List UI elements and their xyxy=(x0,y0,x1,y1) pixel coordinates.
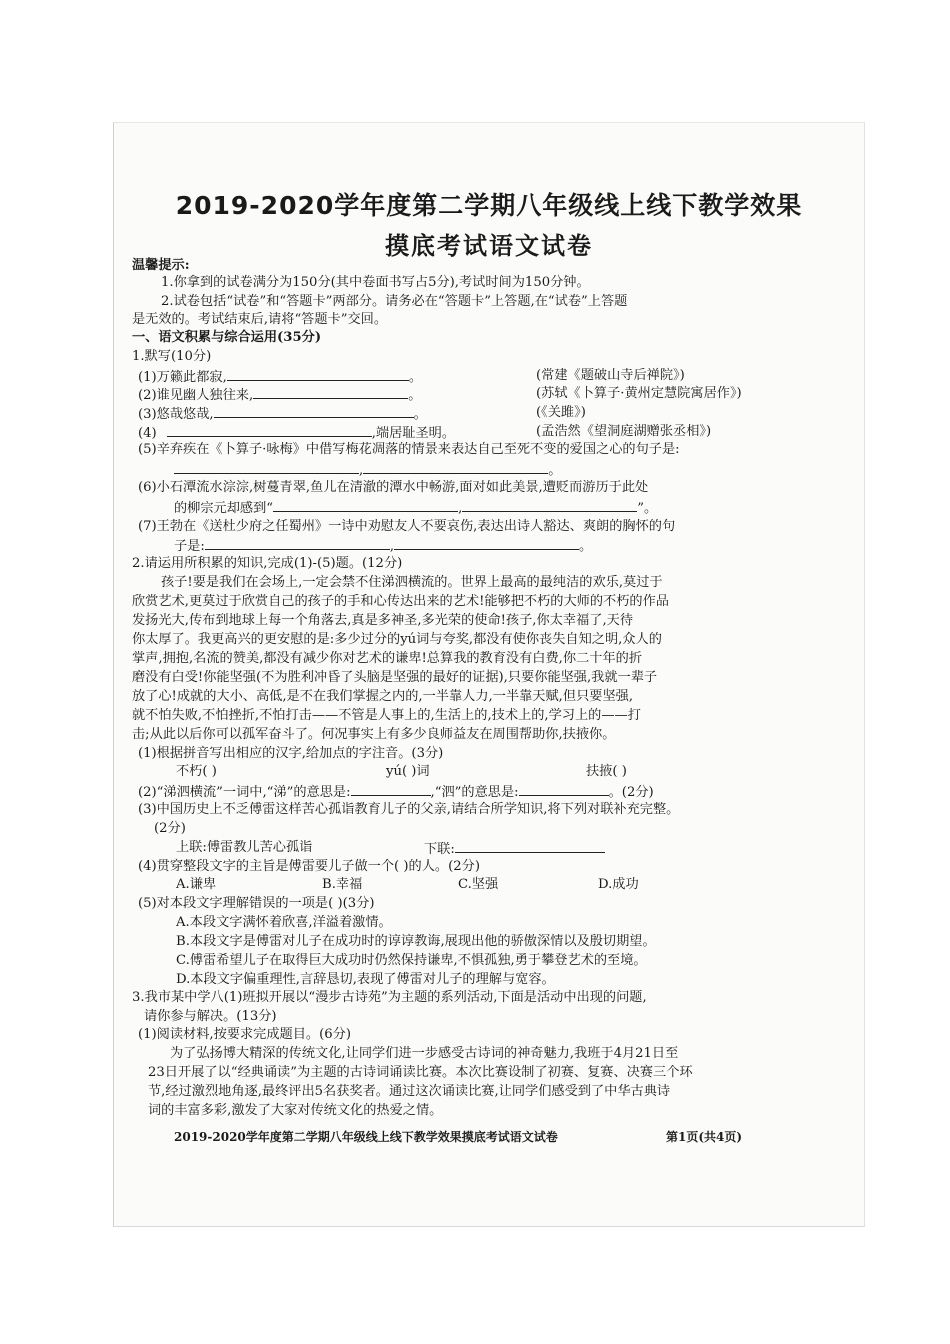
q1-7-prompt-a: (7)王勃在《送杜少府之任蜀州》一诗中劝慰友人不要哀伤,表达出诗人豁达、爽朗的胸怀的句 xyxy=(138,519,676,534)
punct: , xyxy=(458,501,463,516)
exam-title-line2: 摸底考试语文试卷 xyxy=(385,232,593,260)
q2-passage-line: 放了心!成就的大小、高低,是不在我们掌握之内的,一半靠人力,一半靠天赋,但只要坚强, xyxy=(132,689,634,704)
q2-passage-line: 就不怕失败,不怕挫折,不怕打击——不管是人事上的,生活上的,技术上的,学习上的——打 xyxy=(132,708,641,723)
exam-title-line1: 2019-2020学年度第二学期八年级线上线下教学效果 xyxy=(175,191,803,220)
answer-blank[interactable] xyxy=(519,782,609,796)
q2-sub5: (5)对本段文字理解错误的一项是( )(3分) xyxy=(138,896,375,911)
q2-sub5-option[interactable]: B.本段文字是傅雷对儿子在成功时的谆谆教诲,展现出他的骄傲深情以及殷切期望。 xyxy=(176,934,656,949)
q2-sub3-lower xyxy=(424,839,605,859)
answer-blank[interactable] xyxy=(174,460,359,474)
q2-sub3-lower-label: 下联: xyxy=(424,842,455,857)
q1-line-4-text: (4) xyxy=(138,426,157,441)
q1-line-3 xyxy=(138,404,427,424)
q2-passage-line: 发扬光大,传布到地球上每一个角落去,真是多神圣,多光荣的使命!孩子,你太幸福了,天待 xyxy=(132,613,634,628)
q2-passage-line: 孩子!要是我们在会场上,一定会禁不住涕泗横流的。世界上最高的最纯洁的欢乐,莫过于 xyxy=(161,575,663,590)
q3-passage-line: 词的丰富多彩,激发了大家对传统文化的热爱之情。 xyxy=(148,1103,443,1118)
exam-page xyxy=(113,122,865,1227)
punct: , xyxy=(359,463,364,478)
q1-line-2-text: (2)谁见幽人独往来, xyxy=(138,388,254,403)
punct: 。 xyxy=(548,463,562,478)
q2-sub4-option[interactable]: D.成功 xyxy=(598,877,639,892)
q1-6-lead: 的柳宗元却感到“ xyxy=(174,501,274,516)
punct: 。 xyxy=(408,388,422,403)
answer-blank[interactable] xyxy=(462,498,637,512)
q2-sub1-item[interactable]: 不朽( ) xyxy=(176,764,217,779)
q2-sub3-b: (2分) xyxy=(154,821,186,836)
answer-blank[interactable] xyxy=(227,367,409,381)
q3-passage-line: 为了弘扬博大精深的传统文化,让同学们进一步感受古诗词的神奇魅力,我班于4月21日至 xyxy=(170,1046,679,1061)
q3-sub1: (1)阅读材料,按要求完成题目。(6分) xyxy=(138,1027,351,1042)
q1-heading: 1.默写(10分) xyxy=(132,349,212,364)
punct: ”。 xyxy=(637,501,658,516)
q2-sub3-upper: 上联:傅雷教儿苦心孤诣 xyxy=(176,840,313,855)
q2-sub1-item[interactable]: 扶掖( ) xyxy=(586,764,627,779)
q2-sub5-option[interactable]: C.傅雷希望儿子在取得巨大成功时仍然保持谦卑,不惧孤独,勇于攀登艺术的至境。 xyxy=(176,953,647,968)
q1-7-lead: 子是: xyxy=(174,539,205,554)
q1-6-prompt-a: (6)小石潭流水淙淙,树蔓青翠,鱼儿在清澈的潭水中畅游,面对如此美景,遭贬而游历于此处 xyxy=(138,480,649,495)
section-1-heading: 一、语文积累与综合运用(35分) xyxy=(132,330,322,345)
q1-line-3-text: (3)悠哉悠哉, xyxy=(138,407,214,422)
punct: , xyxy=(389,539,395,554)
punct: 。 xyxy=(413,407,427,422)
answer-blank[interactable] xyxy=(253,385,408,399)
answer-blank[interactable] xyxy=(214,404,414,418)
q2-passage-line: 磨没有白受!你能坚强(不为胜利冲昏了头脑是坚强的最好的证据),只要你能坚强,我就一辈子 xyxy=(132,670,658,685)
punct: 。 xyxy=(408,370,422,385)
q1-line-4 xyxy=(138,423,455,443)
q3-heading-b: 请你参与解决。(13分) xyxy=(144,1009,277,1024)
punct: 。 xyxy=(579,539,593,554)
answer-blank[interactable] xyxy=(205,536,390,550)
q2-heading: 2.请运用所积累的知识,完成(1)-(5)题。(12分) xyxy=(132,556,403,571)
q2-sub4: (4)贯穿整段文字的主旨是傅雷要儿子做一个( )的人。(2分) xyxy=(138,859,480,874)
q1-line-2-source: (苏轼《卜算子·黄州定慧院寓居作》) xyxy=(536,386,742,401)
answer-blank[interactable] xyxy=(455,839,605,853)
footer-page-number: 第1页(共4页) xyxy=(666,1130,743,1144)
answer-blank[interactable] xyxy=(363,460,548,474)
tips-item-2a: 2.试卷包括“试卷”和“答题卡”两部分。请务必在“答题卡”上答题,在“试卷”上答题 xyxy=(161,294,628,309)
q3-heading-a: 3.我市某中学八(1)班拟开展以“漫步古诗苑”为主题的系列活动,下面是活动中出现的问题, xyxy=(132,990,647,1005)
q1-5-answer xyxy=(174,460,561,480)
q2-sub1-item[interactable]: yú( )词 xyxy=(386,764,430,779)
q2-sub2-b: ,“泗”的意思是: xyxy=(430,785,519,800)
q1-line-2 xyxy=(138,385,421,405)
q1-line-3-source: (《关雎》) xyxy=(536,405,586,420)
answer-blank[interactable] xyxy=(351,782,431,796)
q2-sub4-option[interactable]: C.坚强 xyxy=(458,877,499,892)
footer-title: 2019-2020学年度第二学期八年级线上线下教学效果摸底考试语文试卷 xyxy=(174,1130,558,1144)
q1-5-prompt: (5)辛弃疾在《卜算子·咏梅》中借写梅花凋落的情景来表达自己至死不变的爱国之心的句子是: xyxy=(138,442,680,457)
tips-item-1: 1.你拿到的试卷满分为150分(其中卷面书写占5分),考试时间为150分钟。 xyxy=(161,275,590,290)
q1-7-prompt-b xyxy=(174,536,592,556)
q2-sub5-option[interactable]: A.本段文字满怀着欣喜,洋溢着激情。 xyxy=(176,915,392,930)
q2-sub2-a: (2)“涕泗横流”一词中,“涕”的意思是: xyxy=(138,785,351,800)
q1-line-1-text: (1)万籁此都寂, xyxy=(138,370,227,385)
q1-line-4-source: (孟浩然《望洞庭湖赠张丞相》) xyxy=(536,424,712,439)
q2-sub2-c: 。(2分) xyxy=(608,785,654,800)
q2-sub4-option[interactable]: B.幸福 xyxy=(322,877,363,892)
q2-passage-line: 你太厚了。我更高兴的更安慰的是:多少过分的yú词与夸奖,都没有使你丧失自知之明,众人的 xyxy=(132,632,662,647)
q3-passage-line: 23日开展了以“经典诵读”为主题的古诗词诵读比赛。本次比赛设制了初赛、复赛、决赛三个环 xyxy=(148,1065,693,1080)
answer-blank[interactable] xyxy=(273,498,458,512)
q2-sub1: (1)根据拼音写出相应的汉字,给加点的字注音。(3分) xyxy=(138,746,444,761)
answer-blank[interactable] xyxy=(394,536,579,550)
q2-passage-line: 掌声,拥抱,名流的赞美,都没有减少你对艺术的谦卑!总算我的教育没有白费,你二十年的折 xyxy=(132,651,643,666)
q3-passage-line: 节,经过激烈地角逐,最终评出5名获奖者。通过这次诵读比赛,让同学们感受到了中华古典诗 xyxy=(148,1084,671,1099)
q2-sub4-option[interactable]: A.谦卑 xyxy=(176,877,217,892)
punct: ,端居耻圣明。 xyxy=(371,426,456,441)
answer-blank[interactable] xyxy=(167,423,372,437)
tips-heading: 温馨提示: xyxy=(132,258,190,273)
q1-line-1 xyxy=(138,367,422,387)
q2-sub3-a: (3)中国历史上不乏傅雷这样苦心孤诣教育儿子的父亲,请结合所学知识,将下列对联补充完整。 xyxy=(138,802,680,817)
q2-sub5-option[interactable]: D.本段文字偏重理性,言辞恳切,表现了傅雷对儿子的理解与宽容。 xyxy=(176,972,555,987)
q2-sub2 xyxy=(138,782,654,802)
q1-line-1-source: (常建《题破山寺后禅院》) xyxy=(536,368,685,383)
q1-6-prompt-b xyxy=(174,498,657,518)
q2-passage-line: 欣赏艺术,更莫过于欣赏自己的孩子的手和心传达出来的艺术!能够把不朽的大师的不朽的作品 xyxy=(132,594,669,609)
q2-passage-line: 击;从此以后你可以孤军奋斗了。何况事实上有多少良师益友在周围帮助你,扶掖你。 xyxy=(132,727,616,742)
tips-item-2b: 是无效的。考试结束后,请将“答题卡”交回。 xyxy=(132,312,388,327)
